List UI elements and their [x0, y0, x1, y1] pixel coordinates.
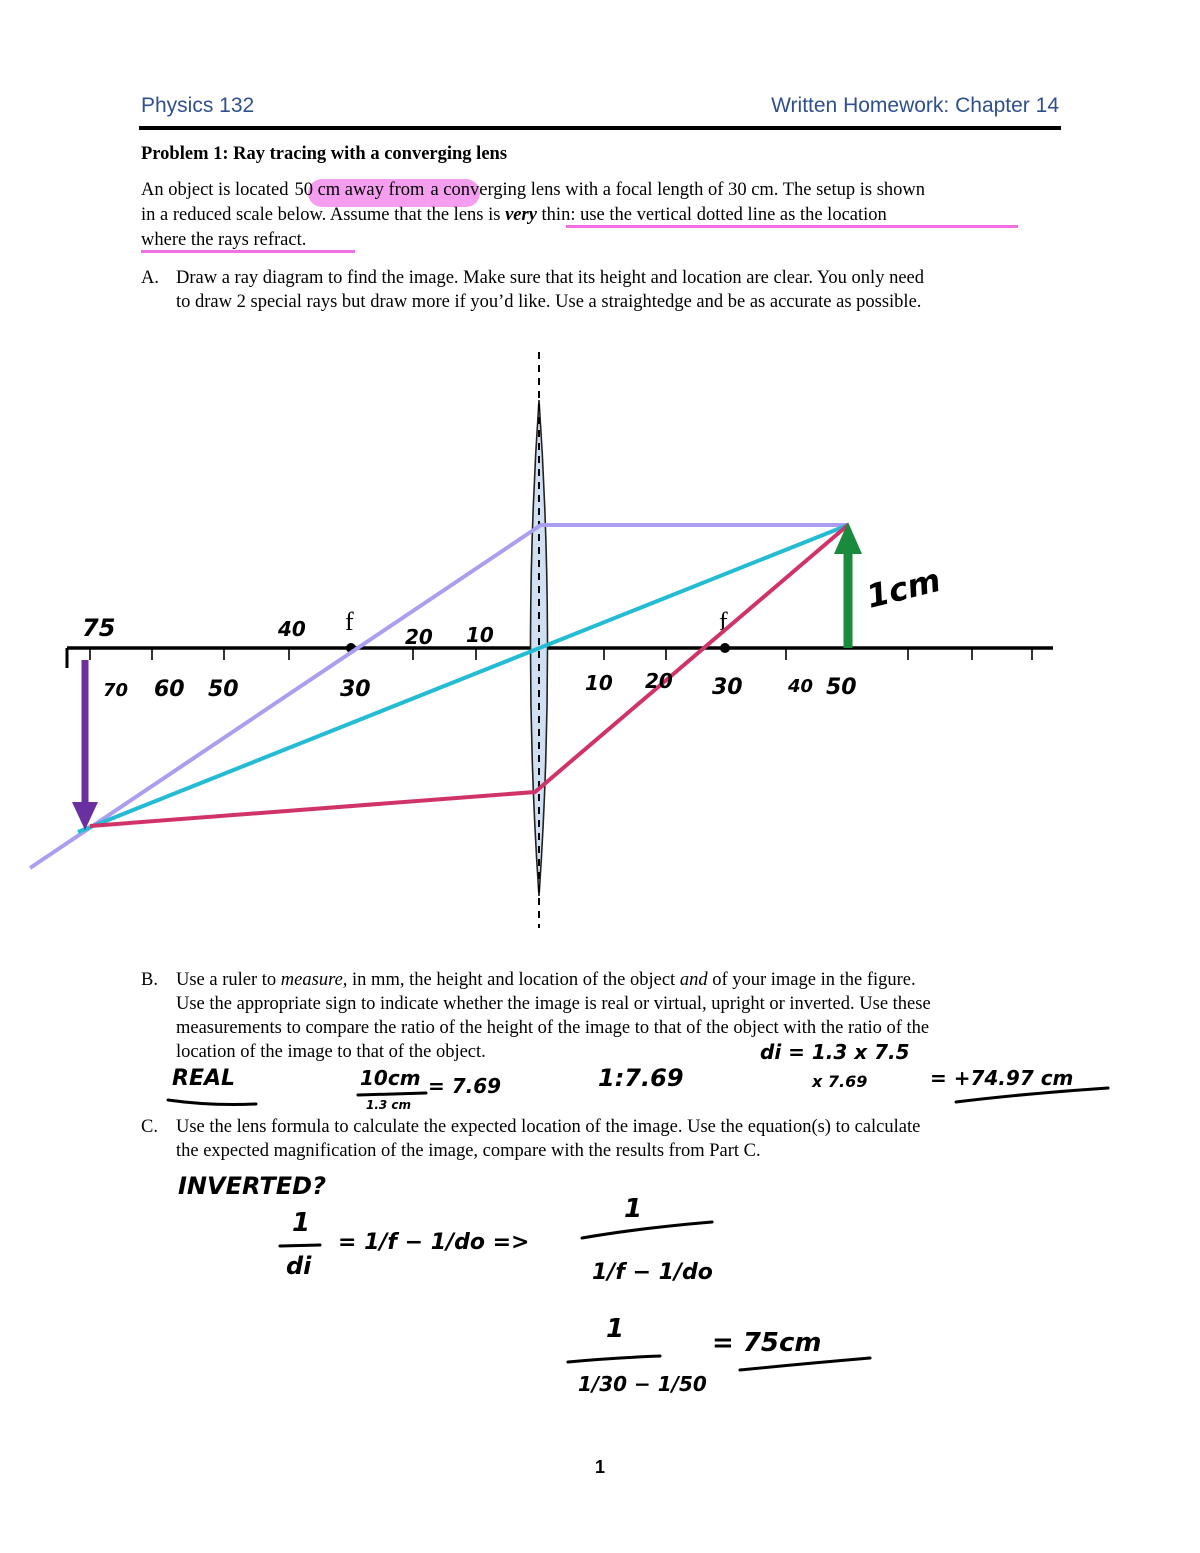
- part-b-line-4: location of the image to that of the object.: [176, 1042, 486, 1062]
- hw-label-50: 50: [208, 677, 239, 702]
- hw-fraction-bar-eq3: [568, 1356, 660, 1362]
- hw-di-line-1: di = 1.3 x 7.5: [760, 1040, 910, 1064]
- hw-label-50-right: 50: [826, 675, 857, 700]
- part-a-line-1: Draw a ray diagram to find the image. Make sure that its height and location are clear. You only need: [176, 268, 924, 288]
- hw-fraction-bar-eq1: [280, 1245, 320, 1246]
- part-c-label: C.: [141, 1117, 158, 1137]
- hw-fraction-bar-ratio: [358, 1093, 426, 1095]
- intro-line-2: in a reduced scale below. Assume that the lens is very thin: use the vertical dotted line as the location: [141, 205, 887, 225]
- hw-underline-di: [956, 1088, 1108, 1102]
- assignment-title: Written Homework: Chapter 14: [771, 94, 1059, 117]
- part-c-line-1: Use the lens formula to calculate the expected location of the image. Use the equation(s) to calculate: [176, 1117, 921, 1137]
- hw-eq1-den: di: [286, 1252, 312, 1280]
- part-b-line-1: Use a ruler to measure, in mm, the height and location of the object and of your image in the figure.: [176, 970, 916, 990]
- focal-label-right: f: [719, 607, 728, 636]
- hw-underline-result: [740, 1358, 870, 1370]
- hw-eq1-rhs: = 1/f − 1/do =>: [338, 1230, 530, 1255]
- hw-label-40-right: 40: [788, 676, 814, 697]
- hw-label-40: 40: [278, 617, 306, 641]
- hw-label-60: 60: [154, 677, 185, 702]
- hw-ratio: 1:7.69: [598, 1064, 684, 1092]
- part-a-line-2: to draw 2 special rays but draw more if you’d like. Use a straightedge and be as accurate as possible.: [176, 292, 922, 312]
- hw-eq3-num: 1: [606, 1314, 625, 1344]
- part-b-line-3: measurements to compare the ratio of the height of the image to that of the object with the ratio of the: [176, 1018, 930, 1038]
- hw-label-20-right: 20: [645, 669, 673, 693]
- hw-ratio-equals: = 7.69: [428, 1074, 502, 1098]
- hw-di-result: = +74.97 cm: [930, 1066, 1074, 1090]
- hw-ratio-numerator: 10cm: [360, 1066, 421, 1090]
- hw-label-30-left: 30: [340, 677, 371, 702]
- hw-label-75: 75: [82, 614, 116, 642]
- hw-label-30-right: 30: [712, 675, 743, 700]
- hw-label-10-right: 10: [585, 671, 613, 695]
- hw-label-10: 10: [466, 623, 494, 647]
- intro-line-3: where the rays refract.: [141, 230, 307, 250]
- hw-object-height: 1cm: [862, 560, 945, 616]
- hw-underline-real: [168, 1100, 256, 1105]
- hw-fraction-bar-eq2: [582, 1222, 712, 1238]
- part-c-line-2: the expected magnification of the image, compare with the results from Part C.: [176, 1141, 761, 1161]
- problem-title: Problem 1: Ray tracing with a converging lens: [141, 144, 508, 164]
- hw-label-70: 70: [103, 680, 129, 701]
- hw-eq3-den: 1/30 − 1/50: [578, 1372, 707, 1396]
- hw-ratio-denominator: 1.3 cm: [366, 1098, 412, 1112]
- emphasis-very: very: [505, 205, 537, 225]
- hw-inverted: INVERTED?: [178, 1172, 326, 1200]
- part-b-label: B.: [141, 970, 158, 990]
- hw-di-line-2: x 7.69: [812, 1072, 868, 1091]
- course-title: Physics 132: [141, 94, 255, 117]
- part-b-line-2: Use the appropriate sign to indicate whether the image is real or virtual, upright or inverted. Use these: [176, 994, 931, 1014]
- intro-highlight-text: 50 cm away from: [294, 180, 425, 200]
- intro-line-1: An object is located 50 cm away from a converging lens with a focal length of 30 cm. The setup is shown: [141, 180, 926, 200]
- page-number: 1: [594, 1457, 605, 1477]
- hw-eq2-den: 1/f − 1/do: [592, 1260, 713, 1285]
- hw-real: REAL: [172, 1066, 236, 1091]
- hw-eq2-num: 1: [624, 1194, 643, 1224]
- hw-eq3-result: = 75cm: [712, 1328, 822, 1358]
- part-a-label: A.: [141, 268, 159, 288]
- hw-eq1-num: 1: [292, 1208, 311, 1238]
- hw-label-20: 20: [405, 625, 433, 649]
- focal-label-left: f: [345, 607, 354, 636]
